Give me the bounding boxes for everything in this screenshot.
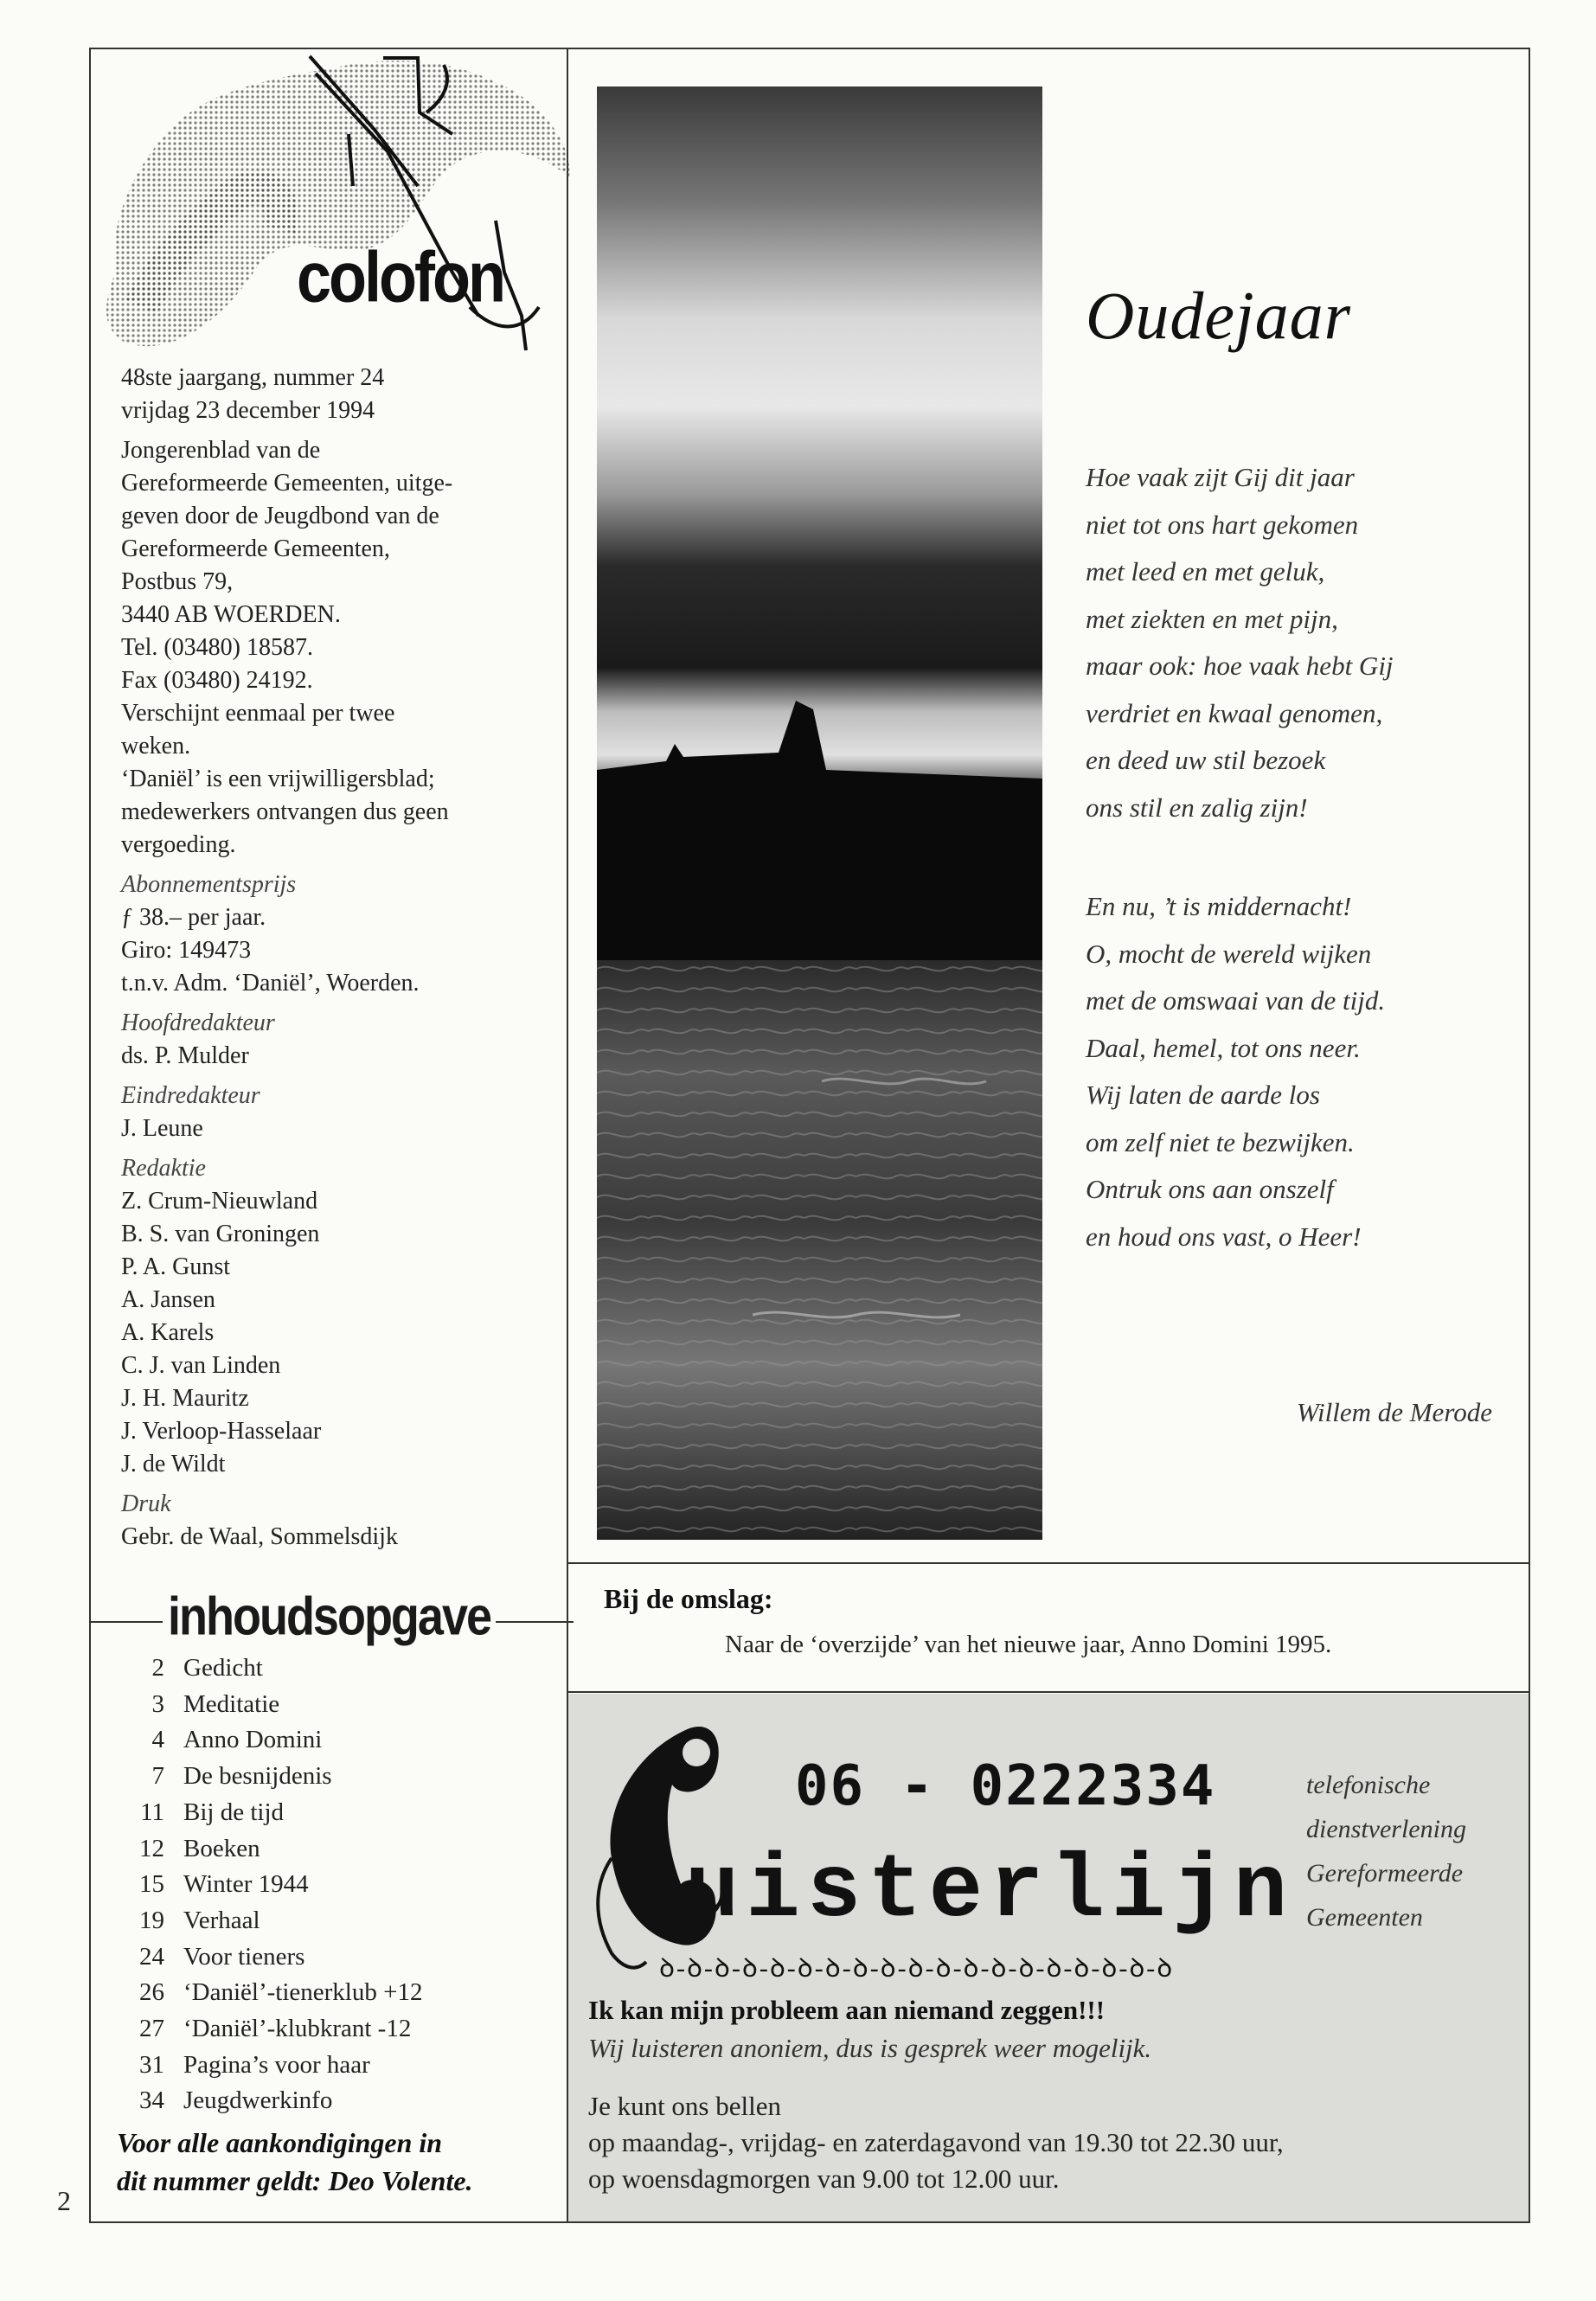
publisher-line: geven door de Jeugdbond van de [121,503,439,529]
subscription-label: Abonnementsprijs [121,871,297,898]
contents-item[interactable] [121,2083,554,2119]
chief-editor-name: ds. P. Mulder [121,1042,249,1069]
poem-line: niet tot ons hart gekomen [1086,509,1359,540]
helpline-number[interactable]: 06 - 0222334 [795,1754,1216,1818]
final-editor-label: Eindredakteur [121,1082,260,1109]
poem-line: En nu, ’t is middernacht! [1086,891,1352,921]
contents-item[interactable] [121,1795,554,1831]
poem-line: Ontruk ons aan onszelf [1086,1174,1334,1204]
contents-item[interactable] [121,1650,554,1687]
poem-line: maar ook: hoe vaak hebt Gij [1086,651,1394,681]
contents-note [117,2124,567,2200]
poem-line: met leed en met geluk, [1086,556,1325,586]
editorial-member: A. Karels [121,1319,215,1346]
contents-item[interactable] [121,2011,554,2048]
contents-title: inhoudsopgave [163,1586,496,1647]
contents-page: 34 [139,2086,164,2115]
contents-item[interactable] [121,1867,554,1903]
helpline-description-line: telefonische [1306,1771,1431,1799]
editorial-member: C. J. van Linden [121,1352,281,1379]
contents-title-text: Boeken [183,1834,260,1862]
helpline-description [1306,1763,1466,1939]
editorial-member: J. H. Mauritz [121,1385,249,1412]
call-hours-line: op maandag-, vrijdag- en zaterdagavond van 19.30 tot 22.30 uur, [588,2127,1284,2157]
contents-page: 3 [151,1689,164,1718]
page-number: 2 [57,2185,71,2216]
contents-header [89,1583,574,1652]
contents-page: 19 [139,1906,164,1934]
editorial-member: J. Verloop-Hasselaar [121,1418,322,1445]
contents-page: 11 [140,1798,164,1826]
contents-page: 24 [139,1942,164,1971]
contents-title-text: Anno Domini [183,1726,323,1754]
contents-title-text: ‘Daniël’-klubkrant -12 [183,2015,412,2043]
editorial-member: J. de Wildt [121,1451,226,1477]
contents-page: 27 [139,2015,164,2043]
editorial-label: Redaktie [121,1155,206,1182]
contents-page: 7 [151,1762,164,1791]
helpline-brand: uisterlijn [685,1841,1295,1943]
print-label: Druk [121,1490,171,1517]
cover-note-title: Bij de omslag: [604,1583,773,1614]
poem-line: O, mocht de wereld wijken [1086,938,1372,969]
editorial-info [121,1152,554,1481]
poem-line: Wij laten de aarde los [1086,1080,1320,1110]
poem-title: Oudejaar [1086,278,1351,353]
contents-item[interactable] [121,1722,554,1759]
contents-title-text: Winter 1944 [183,1870,309,1899]
poem-body [1086,454,1518,1312]
contents-item[interactable] [121,1975,554,2011]
publisher-line: ‘Daniël’ is een vrijwilligersblad; [121,766,435,792]
subscription-line: ƒ 38.– per jaar. [121,904,266,931]
scribble-graphic [89,48,574,368]
publisher-line: Jongerenblad van de [121,437,321,464]
editorial-member: B. S. van Groningen [121,1221,320,1247]
publisher-line: Fax (03480) 24192. [121,667,313,694]
print-info [121,1488,554,1554]
contents-page: 4 [151,1726,164,1754]
publisher-line: vergoeding. [121,831,236,858]
poem-line: ons stil en zalig zijn! [1086,792,1308,823]
call-hours-line: Je kunt ons bellen [588,2091,781,2121]
issue-line: vrijdag 23 december 1994 [121,397,375,424]
contents-page: 26 [139,1978,164,2007]
helpline-description-line: Gemeenten [1306,1903,1423,1932]
photo-bottom-rule [567,1562,1530,1564]
contents-item[interactable] [121,1687,554,1723]
chief-editor-label: Hoofdredakteur [121,1009,275,1036]
contents-title-text: Gedicht [183,1654,263,1682]
contents-title-text: ‘Daniël’-tienerklub +12 [183,1978,423,2007]
contents-item[interactable] [121,1831,554,1868]
contents-title-text: Verhaal [183,1906,260,1934]
subscription-info [121,868,554,1000]
contents-title-text: De besnijdenis [183,1762,332,1791]
contents-page: 31 [139,2050,164,2079]
publisher-line: medewerkers ontvangen dus geen [121,798,449,825]
subscription-line: Giro: 149473 [121,937,252,964]
contents-item[interactable] [121,1903,554,1939]
contents-title-text: Meditatie [183,1689,280,1718]
issue-info [121,362,554,427]
poem-author: Willem de Merode [1296,1397,1492,1427]
call-hours-line: op woensdagmorgen van 9.00 tot 12.00 uur. [588,2163,1060,2194]
contents-title-text: Jeugdwerkinfo [183,2086,333,2115]
colofon-body [121,362,554,1561]
contents-page: 12 [139,1834,164,1862]
poem-line: verdriet en kwaal genomen, [1086,697,1383,728]
publisher-line: Verschijnt eenmaal per twee [121,700,395,727]
ad-top-rule [567,1691,1530,1693]
colofon-title: colofon [297,238,503,317]
printer-name: Gebr. de Waal, Sommelsdijk [121,1523,398,1550]
helpline-ad [568,1694,1529,2221]
contents-title-text: Bij de tijd [183,1798,284,1826]
poem-line: met ziekten en met pijn, [1086,603,1338,634]
issue-line: 48ste jaargang, nummer 24 [121,364,385,391]
publisher-info [121,434,554,862]
contents-note-line: dit nummer geldt: Deo Volente. [117,2165,473,2196]
poem-line: en deed uw stil bezoek [1086,745,1326,775]
publisher-line: Gereformeerde Gemeenten, [121,535,390,562]
contents-page: 2 [151,1654,164,1682]
publisher-line: Tel. (03480) 18587. [121,634,314,661]
contents-note-line: Voor alle aankondigingen in [117,2127,443,2158]
ad-subline: Wij luisteren anoniem, dus is gesprek weer mogelijk. [588,2033,1152,2063]
cord-decoration: ꝺ-ꝺ-ꝺ-ꝺ-ꝺ-ꝺ-ꝺ-ꝺ-ꝺ-ꝺ-ꝺ-ꝺ-ꝺ-ꝺ-ꝺ-ꝺ-ꝺ-ꝺ-ꝺ [659,1954,1175,1983]
cover-photo [597,87,1042,1540]
contents-page: 15 [139,1870,164,1899]
helpline-description-line: dienstverlening [1306,1815,1466,1843]
poem-line: Hoe vaak zijt Gij dit jaar [1086,462,1355,492]
editorial-member: P. A. Gunst [121,1253,231,1280]
poem-line: om zelf niet te bezwijken. [1086,1126,1355,1157]
publisher-line: 3440 AB WOERDEN. [121,601,341,628]
poem-line: Daal, hemel, tot ons neer. [1086,1032,1361,1063]
poem-line: en houd ons vast, o Heer! [1086,1221,1362,1252]
cover-note-text: Naar de ‘overzijde’ van het nieuwe jaar, Anno Domini 1995. [725,1631,1332,1658]
contents-title-text: Pagina’s voor haar [183,2050,370,2079]
editorial-member: A. Jansen [121,1286,215,1313]
ad-call-hours [588,2088,1284,2197]
helpline-description-line: Gereformeerde [1306,1859,1464,1888]
poem-stanza [1086,454,1518,831]
ad-headline: Ik kan mijn probleem aan niemand zeggen!!! [588,1995,1106,2025]
poem-line: met de omswaai van de tijd. [1086,985,1386,1016]
contents-item[interactable] [121,2048,554,2084]
subscription-line: t.n.v. Adm. ‘Daniël’, Woerden. [121,970,420,997]
contents-item[interactable] [121,1939,554,1976]
publisher-line: Postbus 79, [121,568,234,595]
contents-list [121,1650,554,2119]
colofon-header [89,48,574,368]
publisher-line: weken. [121,733,191,760]
contents-item[interactable] [121,1759,554,1795]
final-editor-name: J. Leune [121,1115,203,1142]
publisher-line: Gereformeerde Gemeenten, uitge- [121,470,453,497]
poem-stanza [1086,883,1518,1260]
chief-editor-info [121,1007,554,1073]
final-editor-info [121,1080,554,1145]
contents-title-text: Voor tieners [183,1942,305,1971]
editorial-member: Z. Crum-Nieuwland [121,1188,318,1215]
